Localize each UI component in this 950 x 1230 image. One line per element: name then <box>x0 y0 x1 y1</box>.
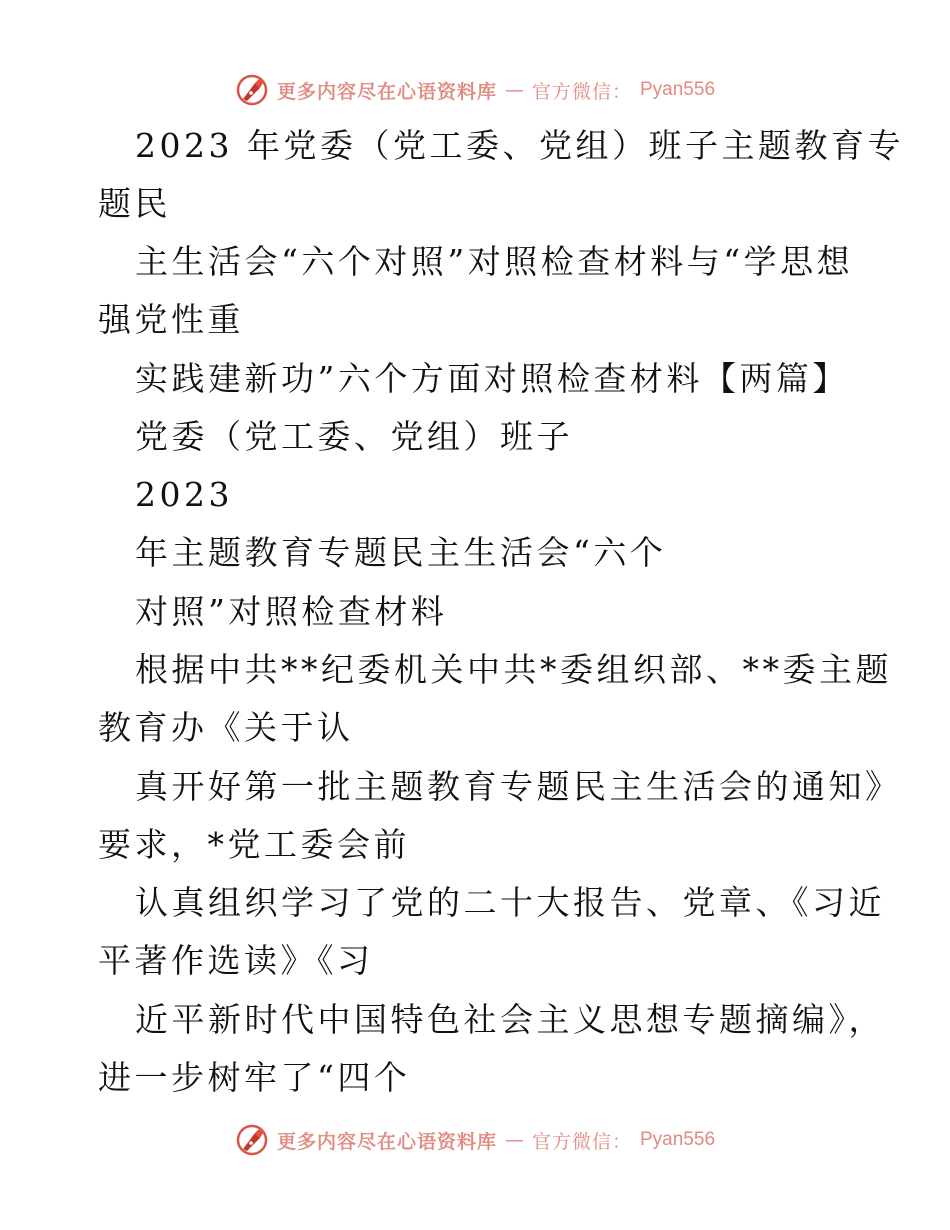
document-line: 根据中共**纪委机关中共*委组织部、**委主题 <box>135 650 892 689</box>
document-line: 2023 <box>135 475 233 514</box>
pen-nib-logo-icon <box>235 1123 269 1157</box>
watermark-dash: — <box>504 1129 524 1151</box>
document-line: 教育办《关于认 <box>98 708 354 747</box>
document-line: 实践建新功”六个方面对照检查材料【两篇】 <box>135 359 849 398</box>
watermark-wechat-id: Pyan556 <box>640 79 716 100</box>
watermark-slogan: 更多内容尽在心语资料库 <box>276 80 497 103</box>
document-line: 年主题教育专题民主生活会“六个 <box>135 533 667 572</box>
watermark-account-label: 官方微信： <box>531 1130 632 1153</box>
document-line: 近平新时代中国特色社会主义思想专题摘编》， <box>135 1000 885 1039</box>
watermark-slogan: 更多内容尽在心语资料库 <box>276 1130 497 1153</box>
document-line: 2023 年党委（党工委、党组）班子主题教育专 <box>135 126 904 165</box>
document-line: 认真组织学习了党的二十大报告、党章、《习近 <box>135 883 885 922</box>
document-line: 平著作选读》《习 <box>98 941 374 980</box>
document-line: 强党性重 <box>98 300 244 339</box>
watermark-wechat-id: Pyan556 <box>640 1129 716 1150</box>
document-line: 真开好第一批主题教育专题民主生活会的通知》 <box>135 767 902 806</box>
watermark-dash: — <box>504 79 524 101</box>
document-line: 题民 <box>98 184 171 223</box>
footer-watermark-banner <box>0 1120 950 1160</box>
document-line: 主生活会“六个对照”对照检查材料与“学思想 <box>135 242 854 281</box>
document-line: 党委（党工委、党组）班子 <box>135 417 573 456</box>
document-line: 进一步树牢了“四个 <box>98 1058 411 1097</box>
document-line: 要求，*党工委会前 <box>98 825 410 864</box>
document-line: 对照”对照检查材料 <box>135 592 448 631</box>
watermark-account-label: 官方微信： <box>531 80 632 103</box>
